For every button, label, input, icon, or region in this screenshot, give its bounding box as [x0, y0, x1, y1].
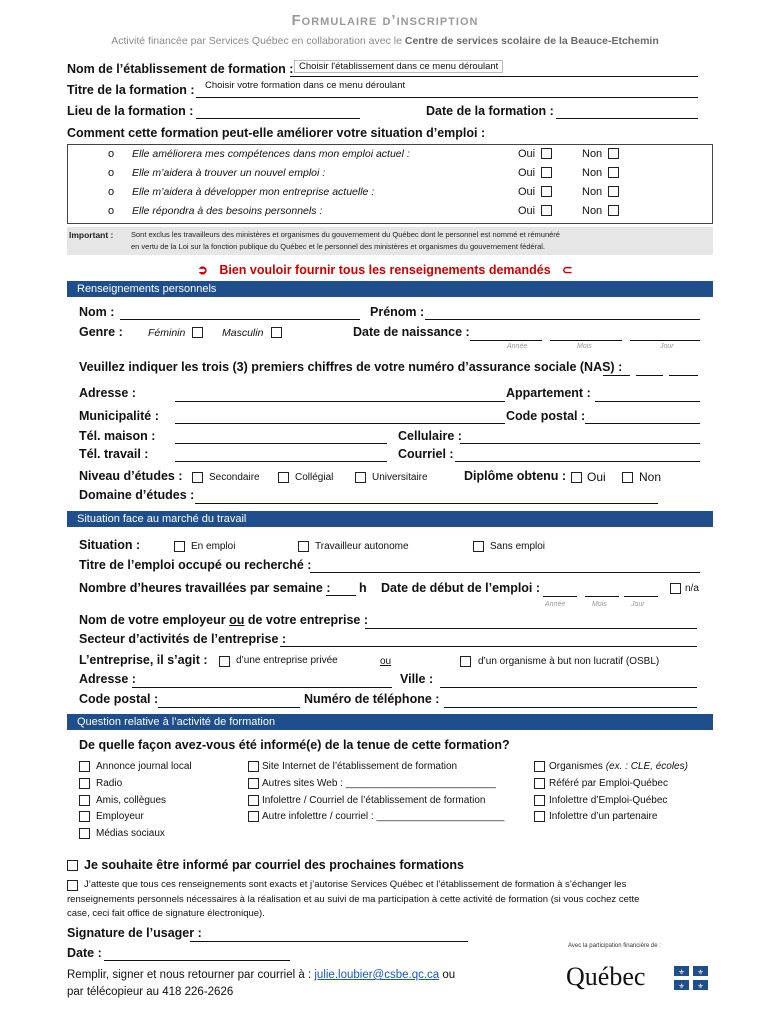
birthdate-label: Date de naissance :	[353, 325, 470, 339]
subtitle-prefix: Activité financée par Services Québec en collaboration avec le	[111, 35, 402, 47]
college-label: Collégial	[295, 472, 334, 483]
source-checkbox[interactable]	[534, 778, 545, 789]
source-checkbox[interactable]	[79, 795, 90, 806]
private-company-label: d’une entreprise privée	[236, 655, 338, 666]
important-label: Important :	[69, 230, 114, 240]
work-phone-label: Tél. travail :	[79, 447, 149, 461]
job-title-label: Titre de l’emploi occupé ou recherché :	[79, 558, 312, 572]
training-place-label: Lieu de la formation :	[67, 104, 194, 118]
logo-caption: Avec la participation financière de :	[568, 943, 661, 949]
firstname-label: Prénom :	[370, 305, 425, 319]
company-phone-field[interactable]	[444, 707, 697, 708]
source-option: Infolettre d’Emploi-Québec	[549, 795, 668, 806]
option-2-yes-checkbox[interactable]	[541, 167, 552, 178]
birth-year-field[interactable]	[470, 340, 542, 341]
address-field[interactable]	[175, 401, 505, 402]
diploma-yes-checkbox[interactable]	[571, 472, 582, 483]
option-1-label: Elle améliorera mes compétences dans mon emploi actuel :	[132, 148, 410, 160]
source-option: Site Internet de l’établissement de formation	[262, 761, 458, 772]
bullet: o	[108, 205, 115, 217]
sector-field[interactable]	[280, 646, 697, 647]
option-4-no-checkbox[interactable]	[608, 205, 619, 216]
attest-line-3: case, ceci fait office de signature électronique).	[67, 908, 265, 919]
section-work: Situation face au marché du travail	[67, 511, 713, 527]
source-option: Amis, collègues	[96, 795, 167, 806]
company-postal-label: Code postal :	[79, 692, 159, 706]
source-checkbox[interactable]	[248, 795, 259, 806]
birth-year-caption: Année	[507, 343, 528, 350]
company-address-label: Adresse :	[79, 672, 136, 686]
male-label: Masculin	[222, 327, 264, 339]
birth-month-field[interactable]	[550, 340, 622, 341]
source-checkbox[interactable]	[79, 811, 90, 822]
required-notice	[0, 262, 770, 277]
source-checkbox[interactable]	[79, 828, 90, 839]
secondary-label: Secondaire	[209, 472, 260, 483]
unemployed-label: Sans emploi	[490, 541, 546, 552]
option-4-yes-checkbox[interactable]	[541, 205, 552, 216]
company-type-or: ou	[380, 656, 392, 667]
date-field[interactable]	[104, 960, 290, 961]
apartment-label: Appartement :	[506, 386, 591, 400]
hours-unit: h	[359, 581, 367, 595]
svg-text:⚜: ⚜	[697, 968, 704, 977]
na-checkbox[interactable]	[670, 583, 681, 594]
establishment-label: Nom de l’établissement de formation :	[67, 62, 294, 76]
name-field[interactable]	[120, 319, 360, 320]
diploma-label: Diplôme obtenu :	[464, 469, 567, 483]
education-label: Niveau d’études :	[79, 469, 183, 483]
start-day-caption: Jour	[631, 601, 645, 608]
source-question: De quelle façon avez-vous été informé(e) de la tenue de cette formation?	[79, 738, 510, 752]
employed-checkbox[interactable]	[174, 541, 185, 552]
start-year-caption: Année	[545, 601, 566, 608]
start-day-field[interactable]	[624, 596, 658, 597]
bullet: o	[108, 148, 115, 160]
company-city-label: Ville :	[400, 672, 434, 686]
arrow-left-icon: ⊂	[562, 263, 573, 277]
nonprofit-label: d’un organisme à but non lucratif (OSBL)	[478, 656, 660, 667]
nonprofit-checkbox[interactable]	[460, 656, 471, 667]
hours-field[interactable]	[326, 595, 356, 596]
nas-digit-1[interactable]	[603, 375, 630, 376]
hours-label: Nombre d’heures travaillées par semaine :	[79, 581, 331, 595]
option-3-no-label: Non	[582, 186, 603, 198]
company-type-label: L’entreprise, il s’agit :	[79, 653, 208, 667]
section-personal: Renseignements personnels	[67, 281, 713, 297]
important-line-2: en vertu de la Loi sur la fonction publique du Québec et le personnel des ministères et organismes du gouvernement fédéral.	[131, 242, 546, 251]
return-text: Remplir, signer et nous retourner par courriel à :	[67, 969, 312, 981]
cell-field[interactable]	[460, 443, 700, 444]
source-checkbox[interactable]	[79, 761, 90, 772]
self-employed-checkbox[interactable]	[298, 541, 309, 552]
employer-label-ou: ou	[229, 613, 245, 627]
subtitle-partner: Centre de services scolaire de la Beauce-Etchemin	[404, 35, 659, 47]
option-4-no-label: Non	[582, 205, 603, 217]
source-option: Infolettre d’un partenaire	[549, 811, 658, 822]
form-title: Formulaire d’inscription	[291, 12, 479, 29]
source-checkbox[interactable]	[79, 778, 90, 789]
start-month-caption: Mois	[592, 601, 607, 608]
employer-label	[79, 613, 368, 627]
birth-month-caption: Mois	[577, 343, 592, 350]
form-subtitle	[0, 35, 770, 47]
bullet: o	[108, 167, 115, 179]
option-2-yes-label: Oui	[518, 167, 536, 179]
source-option-organisms	[549, 761, 688, 772]
attest-checkbox[interactable]	[67, 880, 78, 891]
birth-day-field[interactable]	[630, 340, 700, 341]
source-option: Médias sociaux	[96, 828, 165, 839]
source-option: Annonce journal local	[96, 761, 192, 772]
organisms-note: (ex. : CLE, écoles)	[605, 761, 688, 772]
source-option: Autre infolettre / courriel : _______________________	[262, 811, 505, 822]
unemployed-checkbox[interactable]	[473, 541, 484, 552]
svg-text:⚜: ⚜	[678, 982, 685, 990]
company-phone-label: Numéro de téléphone :	[304, 692, 440, 706]
arrow-right-icon: ➲	[197, 263, 208, 277]
email-label: Courriel :	[398, 447, 454, 461]
option-2-no-checkbox[interactable]	[608, 167, 619, 178]
source-option: Infolettre / Courriel de l’établissement de formation	[262, 795, 486, 806]
diploma-no-label: Non	[639, 470, 662, 484]
option-4-yes-label: Oui	[518, 205, 536, 217]
work-phone-field[interactable]	[175, 461, 387, 462]
quebec-logo: Québec	[566, 962, 646, 991]
source-option: Autres sites Web : ___________________________	[262, 778, 496, 789]
male-checkbox[interactable]	[271, 327, 282, 338]
signature-field[interactable]	[190, 941, 468, 942]
sector-label: Secteur d’activités de l’entreprise :	[79, 632, 287, 646]
training-place-field[interactable]	[196, 118, 360, 119]
option-2-label: Elle m’aidera à trouver un nouvel emploi :	[132, 167, 326, 179]
employer-label-post: de votre entreprise :	[247, 613, 369, 627]
option-3-yes-label: Oui	[518, 186, 536, 198]
organisms-label: Organismes	[549, 761, 603, 772]
option-1-no-label: Non	[582, 148, 603, 160]
return-email-link[interactable]: julie.loubier@csbe.qc.ca	[314, 969, 440, 981]
home-phone-field[interactable]	[175, 443, 387, 444]
postal-field[interactable]	[585, 423, 700, 424]
option-4-label: Elle répondra à des besoins personnels :	[132, 205, 323, 217]
training-date-field[interactable]	[556, 118, 698, 119]
establishment-dropdown[interactable]: Choisir l'établissement dans ce menu déroulant	[294, 60, 503, 73]
birth-day-caption: Jour	[660, 343, 674, 350]
job-title-field[interactable]	[310, 572, 700, 573]
college-checkbox[interactable]	[278, 472, 289, 483]
source-option: Employeur	[96, 811, 144, 822]
na-label: n/a	[685, 583, 699, 594]
improve-question: Comment cette formation peut-elle améliorer votre situation d’emploi :	[67, 126, 486, 140]
attest-line-1: J’atteste que tous ces renseignements sont exacts et j’autorise Services Québec et l’établissement de formation à s’échanger les	[84, 879, 627, 890]
section-source: Question relative à l’activité de formation	[67, 714, 713, 730]
company-address-field[interactable]	[132, 687, 392, 688]
nas-digit-3[interactable]	[669, 375, 698, 376]
name-label: Nom :	[79, 305, 115, 319]
source-checkbox[interactable]	[248, 778, 259, 789]
domain-label: Domaine d’études :	[79, 488, 195, 502]
return-instructions	[67, 969, 455, 981]
postal-label: Code postal :	[506, 409, 586, 423]
firstname-field[interactable]	[425, 319, 700, 320]
training-date-label: Date de la formation :	[426, 104, 554, 118]
option-3-yes-checkbox[interactable]	[541, 186, 552, 197]
university-checkbox[interactable]	[355, 472, 366, 483]
diploma-yes-label: Oui	[587, 470, 606, 484]
company-city-field[interactable]	[440, 687, 697, 688]
company-postal-field[interactable]	[158, 707, 300, 708]
svg-text:⚜: ⚜	[678, 968, 685, 977]
svg-text:⚜: ⚜	[697, 982, 704, 990]
apartment-field[interactable]	[595, 401, 700, 402]
source-checkbox[interactable]	[248, 761, 259, 772]
secondary-checkbox[interactable]	[192, 472, 203, 483]
attest-line-2: renseignements personnels nécessaires à la réalisation et au suivi de ma participation à cette activité de formation (si vous cochez cette	[67, 894, 640, 905]
female-checkbox[interactable]	[192, 327, 203, 338]
return-or: ou	[442, 969, 456, 981]
signature-label: Signature de l’usager :	[67, 926, 202, 940]
nas-label: Veuillez indiquer les trois (3) premiers chiffres de votre numéro d’assurance sociale (NAS) :	[79, 360, 623, 374]
newsletter-label: Je souhaite être informé par courriel des prochaines formations	[84, 858, 464, 872]
bullet: o	[108, 186, 115, 198]
option-1-yes-checkbox[interactable]	[541, 148, 552, 159]
home-phone-label: Tél. maison :	[79, 429, 156, 443]
start-month-field[interactable]	[585, 596, 619, 597]
employer-label-pre: Nom de votre employeur	[79, 613, 226, 627]
employer-field[interactable]	[365, 628, 697, 629]
start-year-field[interactable]	[543, 596, 577, 597]
nas-digit-2[interactable]	[636, 375, 663, 376]
option-1-yes-label: Oui	[518, 148, 536, 160]
city-field[interactable]	[175, 423, 505, 424]
gender-label: Genre :	[79, 325, 123, 339]
university-label: Universitaire	[372, 472, 428, 483]
domain-field[interactable]	[195, 503, 658, 504]
option-1-no-checkbox[interactable]	[608, 148, 619, 159]
source-checkbox[interactable]	[534, 795, 545, 806]
source-checkbox[interactable]	[534, 761, 545, 772]
self-employed-label: Travailleur autonome	[315, 541, 409, 552]
address-label: Adresse :	[79, 386, 136, 400]
source-checkbox[interactable]	[248, 811, 259, 822]
option-2-no-label: Non	[582, 167, 603, 179]
fax-text: par télécopieur au 418 226-2626	[67, 986, 234, 998]
training-title-label: Titre de la formation :	[67, 83, 195, 97]
newsletter-checkbox[interactable]	[67, 860, 78, 871]
source-option: Radio	[96, 778, 123, 789]
required-notice-text: Bien vouloir fournir tous les renseignements demandés	[219, 263, 551, 277]
cell-label: Cellulaire :	[398, 429, 462, 443]
important-line-1: Sont exclus les travailleurs des ministères et organismes du gouvernement du Québec dont le personnel est nommé et rémunéré	[131, 230, 560, 239]
start-date-label: Date de début de l’emploi :	[381, 581, 541, 595]
situation-label: Situation :	[79, 538, 141, 552]
email-field[interactable]	[455, 461, 700, 462]
source-option: Référé par Emploi-Québec	[549, 778, 668, 789]
option-3-no-checkbox[interactable]	[608, 186, 619, 197]
training-title-dropdown[interactable]: Choisir votre formation dans ce menu déroulant	[205, 80, 406, 91]
employed-label: En emploi	[191, 541, 236, 552]
important-notice	[67, 227, 713, 255]
quebec-flag-icon	[674, 966, 708, 990]
source-checkbox[interactable]	[534, 811, 545, 822]
option-3-label: Elle m’aidera à développer mon entreprise actuelle :	[132, 186, 375, 198]
private-company-checkbox[interactable]	[219, 656, 230, 667]
city-label: Municipalité :	[79, 409, 159, 423]
date-label: Date :	[67, 946, 102, 960]
female-label: Féminin	[148, 327, 186, 339]
diploma-no-checkbox[interactable]	[622, 472, 633, 483]
